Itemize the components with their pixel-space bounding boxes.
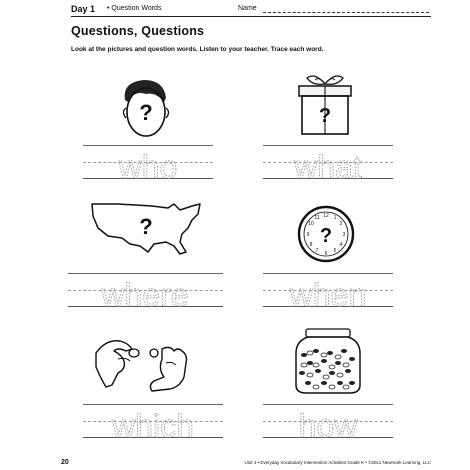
name-label: Name (238, 5, 257, 12)
svg-text:1: 1 (333, 215, 337, 221)
jelly-bean-jar-icon (288, 327, 368, 397)
page-title: Questions, Questions (71, 24, 205, 38)
svg-text:9: 9 (306, 232, 310, 238)
header-rule (71, 16, 431, 17)
svg-text:4: 4 (339, 242, 343, 248)
trace-lines-how[interactable] (263, 404, 393, 444)
instructions: Look at the pictures and question words. Listen to your teacher. Trace each word. (71, 46, 324, 53)
clock-question-icon (296, 204, 356, 264)
hands-choosing-icon (92, 333, 202, 395)
usa-map-question-icon (88, 198, 208, 258)
face-question-icon (106, 78, 186, 140)
svg-text:8: 8 (309, 242, 313, 248)
trace-word-how: how (298, 408, 358, 444)
svg-text:6: 6 (324, 251, 328, 257)
svg-text:?: ? (319, 225, 333, 247)
trace-lines-when[interactable] (263, 273, 393, 313)
trace-lines-who[interactable] (83, 145, 213, 185)
gift-box-question-icon (285, 70, 365, 138)
lesson-subtitle: • Question Words (107, 5, 162, 12)
svg-text:2: 2 (339, 221, 343, 227)
trace-word-what: what (294, 149, 362, 185)
trace-word-who: who (118, 149, 178, 185)
page-number: 20 (61, 459, 69, 466)
trace-word-which: which (112, 408, 194, 444)
svg-text:12: 12 (323, 213, 329, 219)
name-write-line[interactable] (263, 12, 429, 13)
svg-text:?: ? (318, 105, 332, 127)
question-mark: ? (139, 100, 153, 125)
svg-text:7: 7 (315, 248, 319, 254)
svg-text:11: 11 (314, 215, 320, 221)
trace-lines-which[interactable] (83, 404, 223, 444)
svg-text:3: 3 (342, 232, 346, 238)
svg-text:5: 5 (333, 248, 337, 254)
day-label: Day 1 (71, 4, 96, 14)
footer-credit: Unit 4 • Everyday Vocabulary Intervention Activities Grade K • ©2011 Newmark Learning, LLC (244, 460, 431, 465)
trace-lines-where[interactable] (68, 273, 223, 313)
page-footer (61, 459, 431, 469)
trace-lines-what[interactable] (263, 145, 393, 185)
trace-word-when: when (289, 277, 367, 313)
svg-text:10: 10 (308, 221, 314, 227)
trace-word-where: where (101, 277, 189, 313)
svg-text:?: ? (139, 214, 153, 239)
